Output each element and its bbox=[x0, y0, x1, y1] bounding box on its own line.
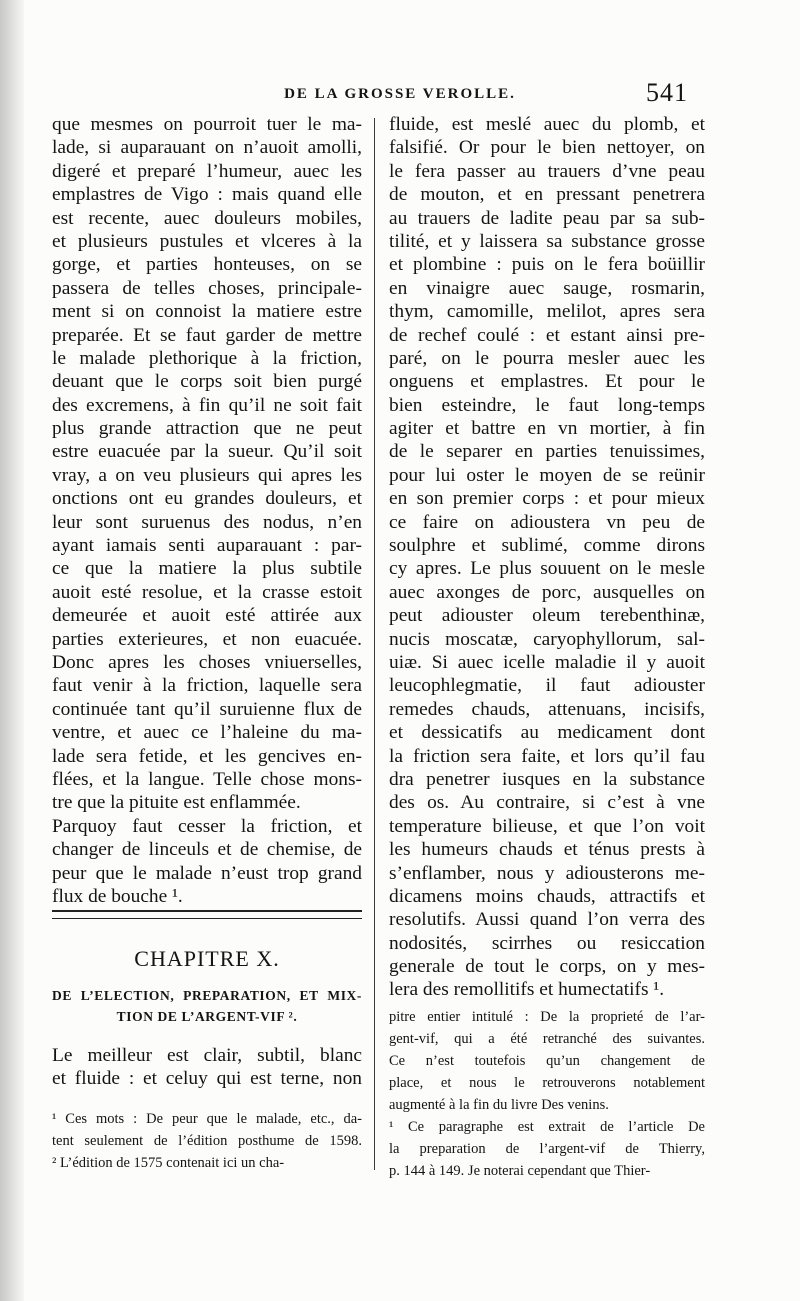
text-line: de le separer en parties tenuissimes, bbox=[389, 441, 705, 463]
text-line: soulphre et sublimé, comme dirons bbox=[389, 535, 705, 557]
text-line: tilité, et y laissera sa substance grosse bbox=[389, 230, 705, 252]
right-column bbox=[389, 113, 705, 1002]
footnote-line: la preparation de l’argent-vif de Thierry, bbox=[389, 1141, 705, 1157]
text-line: demeurée et auoit esté attirée aux bbox=[52, 605, 362, 627]
footnote-line: pitre entier intitulé : De la proprieté de l’ar- bbox=[389, 1009, 705, 1025]
text-line: et dessicatifs au medicament dont bbox=[389, 722, 705, 744]
text-line: uiæ. Si auec icelle maladie il y auoit bbox=[389, 651, 705, 673]
text-line: flées, et la langue. Telle chose mons- bbox=[52, 768, 362, 790]
text-line: paré, on le pourra mesler auec les bbox=[389, 347, 705, 369]
text-line: de mouton, et en pressant penetrera bbox=[389, 184, 705, 206]
text-line: peur que le malade n’eust trop grand bbox=[52, 862, 362, 884]
text-line: parties exterieures, et non euacuée. bbox=[52, 628, 362, 650]
text-line: en vinaigre auec sauge, rosmarin, bbox=[389, 277, 705, 299]
text-line: tre que la pituite est enflammée. bbox=[52, 792, 301, 814]
text-line: agiter et battre en vn mortier, à fin bbox=[389, 418, 705, 440]
chapter-subtitle bbox=[52, 985, 362, 1027]
text-line: la friction sera faite, et lors qu’il fau bbox=[389, 745, 705, 767]
text-line: generale de tout le corps, on y mes- bbox=[389, 956, 705, 978]
text-line: nodosités, scirrhes ou resiccation bbox=[389, 932, 705, 954]
text-line: lade, si auparauant on n’auoit amolli, bbox=[52, 137, 362, 159]
text-line: gorge, et parties honteuses, on se bbox=[52, 254, 362, 276]
text-line: deuant que le corps soit bien purgé bbox=[52, 371, 362, 393]
text-line: de rechef coulé : et estant ainsi pre- bbox=[389, 324, 705, 346]
text-line: onctions ont eu grandes douleurs, et bbox=[52, 488, 362, 510]
text-line: s’enflamber, nous y adiousterons me- bbox=[389, 862, 705, 884]
chapter-subtitle-line: TION DE L’ARGENT-VIF ². bbox=[116, 1009, 298, 1024]
text-line: des excremens, à fin qu’il ne soit fait bbox=[52, 394, 362, 416]
text-line: onguens et emplastres. Et pour le bbox=[389, 371, 705, 393]
text-line: et plombine : puis on le fera boüillir bbox=[389, 254, 705, 276]
text-line: auec axonges de porc, ausquelles on bbox=[389, 581, 705, 603]
footnote-line: ¹ Ce paragraphe est extrait de l’article De bbox=[389, 1119, 705, 1135]
text-line: remedes chauds, attenuans, incisifs, bbox=[389, 698, 705, 720]
text-line: leucophlegmatie, il faut adiouster bbox=[389, 675, 705, 697]
text-line: auoit esté resolue, et la crasse estoit bbox=[52, 581, 362, 603]
text-line: vray, a on veu plusieurs qui apres les bbox=[52, 464, 362, 486]
text-line: au trauers de ladite peau par sa sub- bbox=[389, 207, 705, 229]
text-line: continuée tant qu’il suruienne flux de bbox=[52, 698, 362, 720]
text-line: Parquoy faut cesser la friction, et bbox=[52, 815, 362, 837]
left-footnotes bbox=[52, 1108, 362, 1174]
text-line: les humeurs chauds et ténus prests à bbox=[389, 839, 705, 861]
text-line: preparée. Et se faut garder de mettre bbox=[52, 324, 362, 346]
footnote-line: gent-vif, qui a été retranché des suivantes. bbox=[389, 1031, 705, 1047]
page-gutter-shadow bbox=[0, 0, 24, 1301]
text-line: ce faire on adioustera vn peu de bbox=[389, 511, 705, 533]
text-line: le fera passer au trauers d’vne peau bbox=[389, 160, 705, 182]
left-column bbox=[52, 113, 362, 908]
footnote-line: tent seulement de l’édition posthume de 1598. bbox=[52, 1133, 362, 1149]
text-line: et plusieurs pustules et vlceres à la bbox=[52, 230, 362, 252]
text-line: en son premier corps : et pour mieux bbox=[389, 488, 705, 510]
text-line: flux de bouche ¹. bbox=[52, 885, 183, 907]
text-line: faut venir à la friction, laquelle sera bbox=[52, 675, 362, 697]
footnote-line: ¹ Ces mots : De peur que le malade, etc., da- bbox=[52, 1111, 362, 1127]
column-divider bbox=[374, 118, 375, 1170]
text-line: dicamens moins chauds, attractifs et bbox=[389, 885, 705, 907]
text-line: le malade plethorique à la friction, bbox=[52, 347, 362, 369]
text-line: thym, camomille, melilot, apres sera bbox=[389, 301, 705, 323]
text-line: peut adiouster oleum terebenthinæ, bbox=[389, 605, 705, 627]
text-line: ce que la matiere la plus subtile bbox=[52, 558, 362, 580]
text-line: Le meilleur est clair, subtil, blanc bbox=[52, 1045, 362, 1066]
text-line: emplastres de Vigo : mais quand elle bbox=[52, 184, 362, 206]
text-line: cy apres. Le plus souuent on le mesle bbox=[389, 558, 705, 580]
text-line: dra penetrer iusques en la substance bbox=[389, 768, 705, 790]
text-line: plus grande attraction que ne peut bbox=[52, 418, 362, 440]
text-line: Donc apres les choses vniuerselles, bbox=[52, 651, 362, 673]
footnote-line: p. 144 à 149. Je noterai cependant que Thier- bbox=[389, 1163, 651, 1179]
chapter-title: CHAPITRE X. bbox=[134, 946, 280, 971]
text-line: que mesmes on pourroit tuer le ma- bbox=[52, 114, 362, 135]
footnote-line: place, et nous le retrouverons notablement bbox=[389, 1075, 705, 1091]
text-line: bien esteindre, le faut long-temps bbox=[389, 394, 705, 416]
text-line: digeré et preparé l’humeur, auec les bbox=[52, 160, 362, 182]
text-line: temperature bilieuse, et que l’on voit bbox=[389, 815, 705, 837]
text-line: ventre, et auec ce l’haleine du ma- bbox=[52, 722, 362, 744]
text-line: et fluide : et celuy qui est terne, non bbox=[52, 1068, 362, 1090]
text-line: estre euacuée par la sueur. Qu’il soit bbox=[52, 441, 362, 463]
right-footnotes bbox=[389, 1006, 705, 1182]
text-line: passera de telles choses, principale- bbox=[52, 277, 362, 299]
text-line: pour lui oster le moyen de se reünir bbox=[389, 464, 705, 486]
footnote-line: Ce n’est toutefois qu’un changement de bbox=[389, 1053, 705, 1069]
chapter-opening-text bbox=[52, 1044, 362, 1091]
text-line: ayant iamais senti auparauant : par- bbox=[52, 535, 362, 557]
chapter-subtitle-line: DE L’ELECTION, PREPARATION, ET MIX- bbox=[52, 988, 362, 1003]
text-line: fluide, est meslé auec du plomb, et bbox=[389, 114, 705, 135]
footnote-line: ² L’édition de 1575 contenait ici un cha- bbox=[52, 1155, 285, 1171]
page-number: 541 bbox=[646, 78, 688, 107]
text-line: lade sera fetide, et les gencives en- bbox=[52, 745, 362, 767]
text-line: leur sont suruenus des nodus, n’en bbox=[52, 511, 362, 533]
chapter-separator-rule bbox=[52, 910, 362, 919]
text-line: resolutifs. Aussi quand l’on verra des bbox=[389, 909, 705, 931]
footnote-line: augmenté à la fin du livre Des venins. bbox=[389, 1097, 609, 1113]
text-line: nucis moscatæ, caryophyllorum, sal- bbox=[389, 628, 705, 650]
text-line: ment si on connoist la matiere estre bbox=[52, 301, 362, 323]
running-title: DE LA GROSSE VEROLLE. bbox=[284, 86, 516, 102]
text-line: falsifié. Or pour le bien nettoyer, on bbox=[389, 137, 705, 159]
text-line: changer de linceuls et de chemise, de bbox=[52, 839, 362, 861]
text-line: est recente, auec douleurs mobiles, bbox=[52, 207, 362, 229]
text-line: lera des remollitifs et humectatifs ¹. bbox=[389, 979, 665, 1001]
text-line: des os. Au contraire, si c’est à vne bbox=[389, 792, 705, 814]
